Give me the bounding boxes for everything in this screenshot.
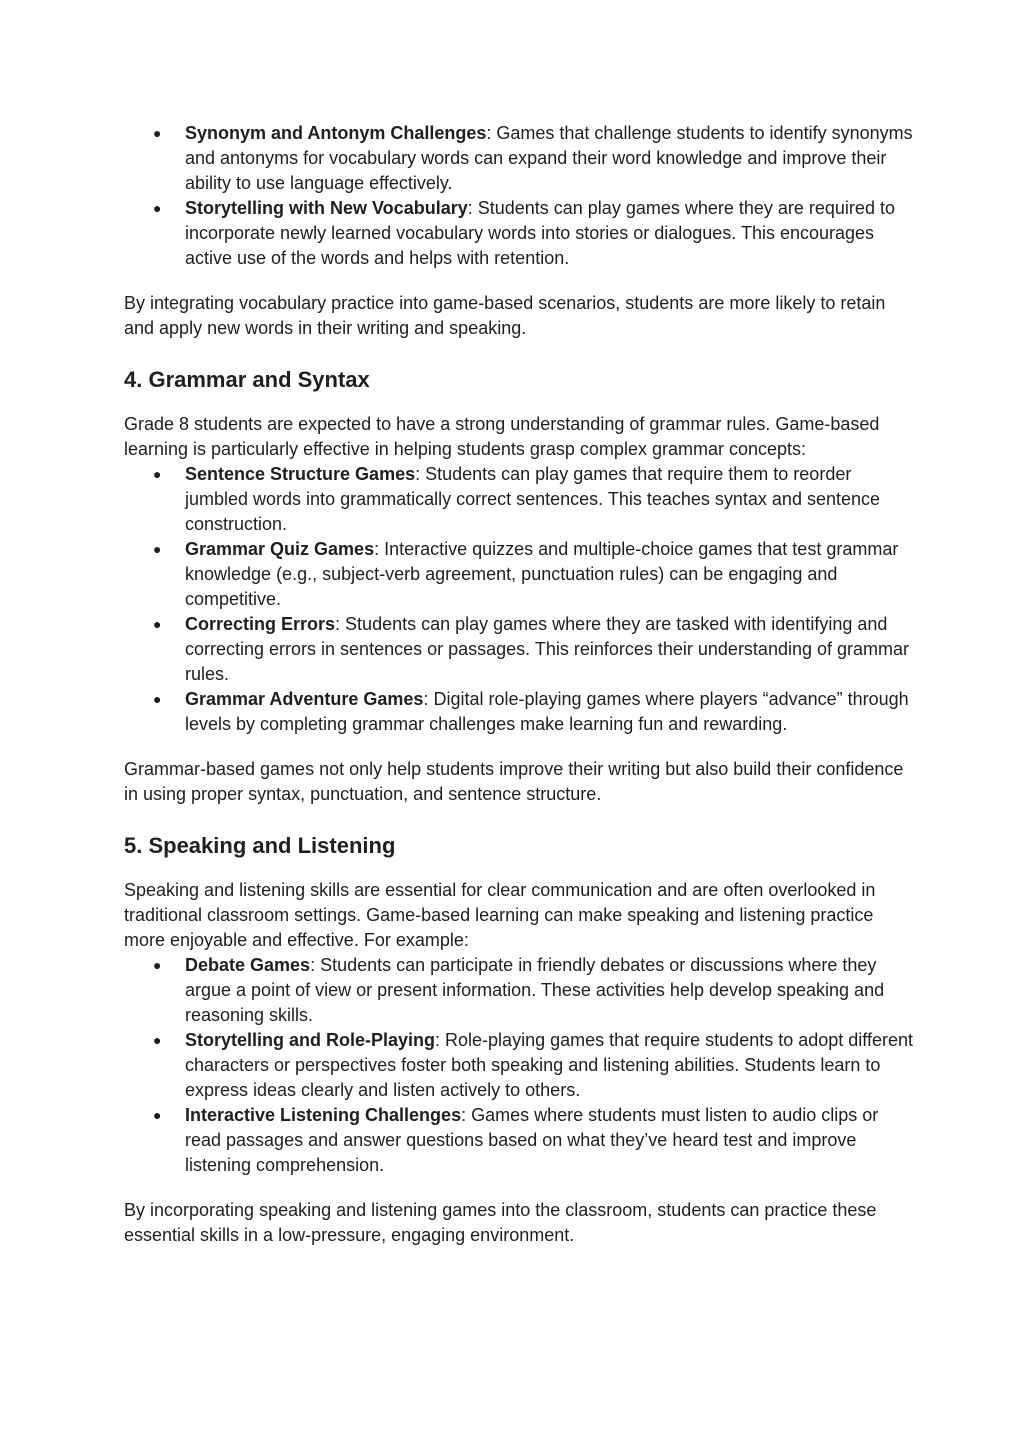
list-item-term: Storytelling with New Vocabulary xyxy=(185,198,468,218)
list-item-term: Correcting Errors xyxy=(185,614,336,634)
list-item-term: Synonym and Antonym Challenges xyxy=(185,123,487,143)
list-item-term: Grammar Quiz Games xyxy=(185,539,375,559)
list-item xyxy=(124,121,914,196)
list-item xyxy=(124,687,914,737)
list-item-text: : Interactive quizzes and multiple-choice games that test grammar knowledge (e.g., subject-verb agreement, punctuation rules) can be engaging and competitive. xyxy=(185,539,899,609)
vocabulary-closing-paragraph: By integrating vocabulary practice into game-based scenarios, students are more likely to retain and apply new words in their writing and speaking. xyxy=(124,293,886,338)
list-item-text: : Role-playing games that require students to adopt different characters or perspectives foster both speaking and listening abilities. Students learn to express ideas clearly and listen actively to others. xyxy=(185,1030,913,1100)
list-item-term: Interactive Listening Challenges xyxy=(185,1105,462,1125)
speaking-closing-paragraph: By incorporating speaking and listening games into the classroom, students can practice these essential skills in a low-pressure, engaging environment. xyxy=(124,1200,877,1245)
list-item-term: Storytelling and Role-Playing xyxy=(185,1030,436,1050)
list-item xyxy=(124,1103,914,1178)
list-item-text: : Students can participate in friendly debates or discussions where they argue a point of view or present information. These activities help develop speaking and reasoning skills. xyxy=(185,955,885,1025)
list-item-term: Debate Games xyxy=(185,955,311,975)
list-item xyxy=(124,462,914,537)
list-item-text: : Students can play games where they are required to incorporate newly learned vocabulary words into stories or dialogues. This encourages active use of the words and helps with retention. xyxy=(185,198,895,268)
document-page xyxy=(124,121,914,1248)
list-item xyxy=(124,612,914,687)
grammar-intro-paragraph: Grade 8 students are expected to have a strong understanding of grammar rules. Game-based learning is particularly effective in helping students grasp complex grammar concepts: xyxy=(124,414,880,459)
list-item-term: Grammar Adventure Games xyxy=(185,689,424,709)
list-item xyxy=(124,953,914,1028)
list-item xyxy=(124,1028,914,1103)
section-heading-speaking: 5. Speaking and Listening xyxy=(124,833,396,858)
vocabulary-list xyxy=(124,121,914,271)
list-item xyxy=(124,196,914,271)
section-heading-grammar: 4. Grammar and Syntax xyxy=(124,367,370,392)
grammar-list xyxy=(124,462,914,737)
list-item-text: : Digital role-playing games where players “advance” through levels by completing grammar challenges make learning fun and rewarding. xyxy=(185,689,909,734)
list-item-text: : Games that challenge students to identify synonyms and antonyms for vocabulary words can expand their word knowledge and improve their ability to use language effectively. xyxy=(185,123,913,193)
list-item-text: : Games where students must listen to audio clips or read passages and answer questions based on what they’ve heard test and improve listening comprehension. xyxy=(185,1105,879,1175)
list-item-text: : Students can play games where they are tasked with identifying and correcting errors in sentences or passages. This reinforces their understanding of grammar rules. xyxy=(185,614,910,684)
speaking-intro-paragraph: Speaking and listening skills are essential for clear communication and are often overlooked in traditional classroom settings. Game-based learning can make speaking and listening practice more enjoyable and effective. For example: xyxy=(124,880,876,950)
grammar-closing-paragraph: Grammar-based games not only help students improve their writing but also build their confidence in using proper syntax, punctuation, and sentence structure. xyxy=(124,759,904,804)
list-item-text: : Students can play games that require them to reorder jumbled words into grammatically correct sentences. This teaches syntax and sentence construction. xyxy=(185,464,881,534)
list-item-term: Sentence Structure Games xyxy=(185,464,416,484)
list-item xyxy=(124,537,914,612)
speaking-list xyxy=(124,953,914,1178)
